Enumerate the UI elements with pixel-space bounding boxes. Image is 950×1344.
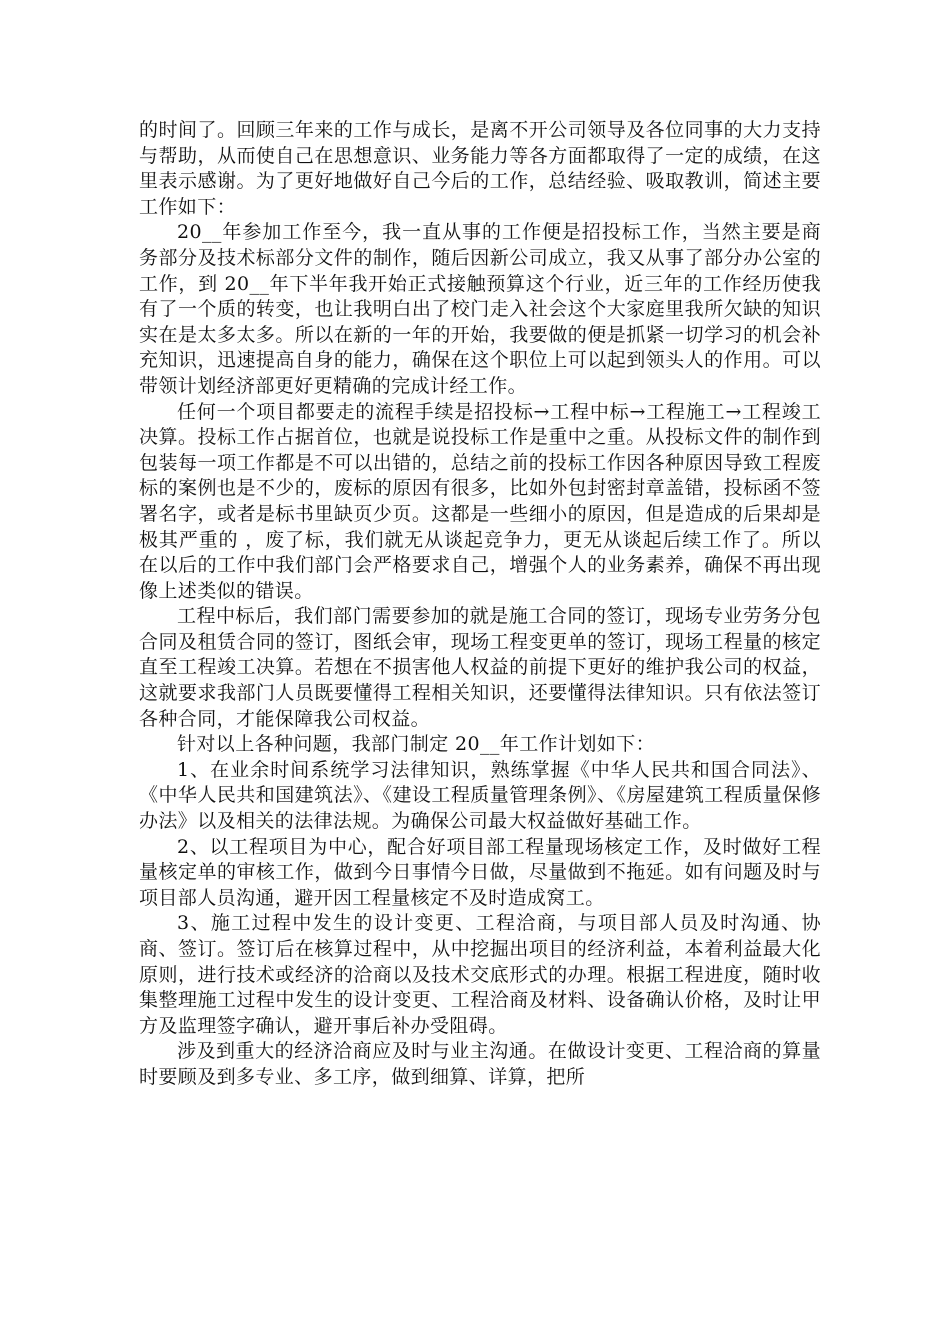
paragraph-7: 2、以工程项目为中心，配合好项目部工程量现场核定工作，及时做好工程量核定单的审核工作，做到今日事情今日做，尽量做到不拖延。如有问题及时与项目部人员沟通，避开因工程量核定不及时造成窝工。 [139,835,821,909]
paragraph-2: 20__年参加工作至今，我一直从事的工作便是招投标工作，当然主要是商务部分及技术标部分文件的制作，随后因新公司成立，我又从事了部分办公室的工作，到 20__年下半年我开始正式接触预算这个行业，近三年的工作经历使我有了一个质的转变，也让我明白出了校门走入社会这个大家庭里我所欠缺的知识实在是太多太多。所以在新的一年的开始，我要做的便是抓紧一切学习的机会补充知识，迅速提高自身的能力，确保在这个职位上可以起到领头人的作用。可以带领计划经济部更好更精确的完成计经工作。 [139,221,821,397]
document-body [139,118,821,1091]
paragraph-9: 涉及到重大的经济洽商应及时与业主沟通。在做设计变更、工程洽商的算量时要顾及到多专业、多工序，做到细算、详算，把所 [139,1040,821,1088]
paragraph-3: 任何一个项目都要走的流程手续是招投标→工程中标→工程施工→工程竣工决算。投标工作占据首位，也就是说投标工作是重中之重。从投标文件的制作到包装每一项工作都是不可以出错的，总结之前的投标工作因各种原因导致工程废标的案例也是不少的，废标的原因有很多，比如外包封密封章盖错，投标函不签署名字，或者是标书里缺页少页。这都是一些细小的原因，但是造成的后果却是极其严重的 ，废了标，我们就无从谈起竞争力，更无从谈起后续工作了。所以在以后的工作中我们部门会严格要求自己，增强个人的业务素养，确保不再出现像上述类似的错误。 [139,400,821,602]
paragraph-4: 工程中标后，我们部门需要参加的就是施工合同的签订，现场专业劳务分包合同及租赁合同的签订，图纸会审，现场工程变更单的签订，现场工程量的核定直至工程竣工决算。若想在不损害他人权益的前提下更好的维护我公司的权益，这就要求我部门人员既要懂得工程相关知识，还要懂得法律知识。只有依法签订各种合同，才能保障我公司权益。 [139,605,821,730]
paragraph-1: 的时间了。回顾三年来的工作与成长，是离不开公司领导及各位同事的大力支持与帮助，从而使自己在思想意识、业务能力等各方面都取得了一定的成绩，在这里表示感谢。为了更好地做好自己今后的工作，总结经验、吸取教训，简述主要工作如下： [139,119,821,218]
paragraph-8: 3、施工过程中发生的设计变更、工程洽商，与项目部人员及时沟通、协商、签订。签订后在核算过程中，从中挖掘出项目的经济利益，本着利益最大化原则，进行技术或经济的洽商以及技术交底形式的办理。根据工程进度，随时收集整理施工过程中发生的设计变更、工程洽商及材料、设备确认价格，及时让甲方及监理签字确认，避开事后补办受阻碍。 [139,912,821,1037]
paragraph-5: 针对以上各种问题，我部门制定 20__年工作计划如下： [177,733,656,756]
paragraph-6: 1、在业余时间系统学习法律知识，熟练掌握《中华人民共和国合同法》、《中华人民共和国建筑法》、《建设工程质量管理条例》、《房屋建筑工程质量保修办法》以及相关的法律法规。为确保公司最大权益做好基础工作。 [139,758,821,833]
